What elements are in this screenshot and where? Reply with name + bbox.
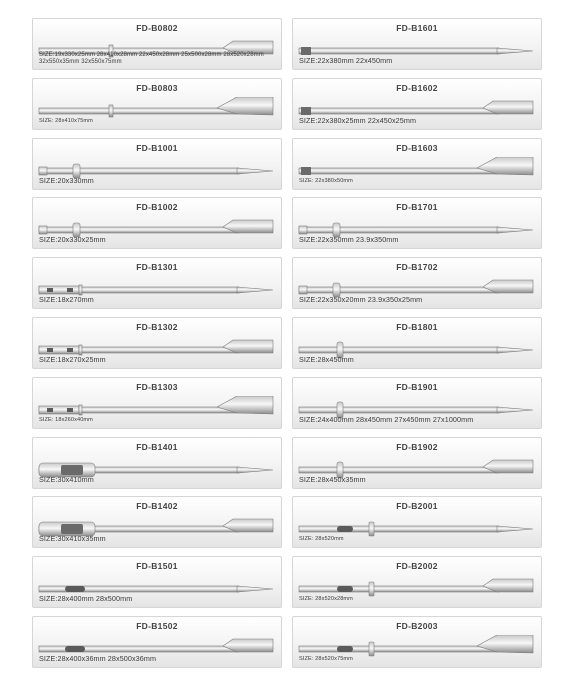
- shank-collar: [79, 345, 82, 355]
- chisel-body: [299, 467, 499, 473]
- chisel-tip: [237, 586, 273, 592]
- shank-collar: [369, 522, 374, 536]
- chisel-tip: [237, 168, 273, 174]
- product-size: SIZE: 18x260x40mm: [39, 416, 93, 423]
- chisel-body: [299, 48, 499, 54]
- product-size: SIZE:22x350mm 23.9x350mm: [299, 235, 399, 245]
- product-code: FD-B1801: [396, 321, 438, 332]
- product-size: SIZE:22x350x20mm 23.9x350x25mm: [299, 295, 423, 305]
- product-card: [32, 317, 282, 369]
- product-size: SIZE: 28x410x75mm: [39, 117, 93, 124]
- product-card: [32, 377, 282, 429]
- chisel-body: [299, 227, 499, 233]
- right-product-column: [292, 18, 542, 675]
- product-card: [292, 556, 542, 608]
- chisel-body: [299, 407, 499, 413]
- shank-groove: [301, 167, 311, 175]
- chisel-body: [299, 586, 499, 592]
- product-card: [32, 496, 282, 548]
- product-card: [292, 257, 542, 309]
- product-size: SIZE:18x270mm: [39, 295, 94, 305]
- product-code: FD-B1001: [136, 142, 178, 153]
- chisel-tip: [237, 467, 273, 473]
- product-code: FD-B1901: [396, 381, 438, 392]
- product-card: [292, 197, 542, 249]
- product-code: FD-B1602: [396, 82, 438, 93]
- product-size: SIZE:30x410x35mm: [39, 534, 106, 544]
- shank-groove: [301, 107, 311, 115]
- chisel-body: [39, 108, 239, 114]
- product-code: FD-B1902: [396, 441, 438, 452]
- product-card: [32, 18, 282, 70]
- product-size: SIZE:19x330x25mm 28x410x28mm 22x450x28mm 25x500x28mm 28x520x28mm 32x550x35mm 32x550x75mm: [39, 52, 264, 65]
- shank-collar: [369, 582, 374, 596]
- product-code: FD-B1302: [136, 321, 178, 332]
- product-size: SIZE:28x400mm 28x500mm: [39, 594, 133, 604]
- product-code: FD-B2001: [396, 501, 438, 512]
- product-card: [292, 18, 542, 70]
- product-size: SIZE:28x450x35mm: [299, 474, 366, 484]
- chisel-tip: [497, 526, 533, 532]
- shank-slot: [337, 646, 353, 652]
- chisel-tip: [497, 347, 533, 353]
- product-card: [292, 616, 542, 668]
- shank-collar: [109, 105, 113, 117]
- shank-slot: [65, 646, 85, 652]
- product-card: [32, 197, 282, 249]
- product-card: [292, 317, 542, 369]
- product-card: [32, 138, 282, 190]
- product-size: SIZE:20x330x25mm: [39, 235, 106, 245]
- shank-end: [299, 286, 307, 294]
- chisel-tip: [237, 287, 273, 293]
- chisel-body: [299, 526, 499, 532]
- shank-groove: [47, 408, 53, 412]
- product-card: [292, 138, 542, 190]
- shank-groove: [67, 288, 73, 292]
- shank-end: [39, 167, 47, 175]
- product-card: [32, 616, 282, 668]
- shank-end: [39, 226, 47, 234]
- product-card: [32, 78, 282, 130]
- product-code: FD-B1702: [396, 262, 438, 273]
- product-size: SIZE:20x330mm: [39, 175, 94, 185]
- product-code: FD-B1002: [136, 202, 178, 213]
- product-code: FD-B1301: [136, 262, 178, 273]
- product-size: SIZE: 28x520mm: [299, 536, 344, 543]
- product-code: FD-B1603: [396, 142, 438, 153]
- product-code: FD-B0803: [136, 82, 178, 93]
- chisel-body: [299, 646, 499, 652]
- shank-slot: [337, 586, 353, 592]
- product-size: SIZE: 22x380x50mm: [299, 177, 353, 184]
- chisel-tip: [497, 407, 533, 413]
- product-card: [292, 78, 542, 130]
- shank-groove: [301, 47, 311, 55]
- product-size: SIZE:18x270x25mm: [39, 354, 106, 364]
- shank-end: [299, 226, 307, 234]
- shank-groove: [67, 348, 73, 352]
- product-card: [292, 377, 542, 429]
- left-product-column: [32, 18, 282, 675]
- chisel-body: [39, 168, 239, 174]
- product-size: SIZE:24x400mm 28x450mm 27x450mm 27x1000mm: [299, 414, 474, 424]
- product-size: SIZE:28x400x36mm 28x500x36mm: [39, 653, 157, 663]
- product-card: [292, 437, 542, 489]
- product-code: FD-B1701: [396, 202, 438, 213]
- shank-collar: [369, 642, 374, 656]
- product-size: SIZE: 28x520x75mm: [299, 655, 353, 662]
- product-code: FD-B1502: [136, 620, 178, 631]
- product-code: FD-B0802: [136, 23, 178, 33]
- product-card: [292, 496, 542, 548]
- shank-groove: [47, 288, 53, 292]
- product-card: [32, 556, 282, 608]
- shank-slot: [61, 524, 83, 534]
- product-card: [32, 437, 282, 489]
- product-code: FD-B1501: [136, 561, 178, 572]
- shank-slot: [65, 586, 85, 592]
- shank-groove: [67, 408, 73, 412]
- chisel-tip: [497, 48, 533, 54]
- product-size: SIZE: 28x520x28mm: [299, 596, 353, 603]
- product-card: [32, 257, 282, 309]
- chisel-tip: [497, 227, 533, 233]
- product-code: FD-B1303: [136, 381, 178, 392]
- shank-groove: [47, 348, 53, 352]
- product-code: FD-B1601: [396, 23, 438, 33]
- chisel-body: [299, 108, 499, 114]
- product-code: FD-B1402: [136, 501, 178, 512]
- shank-collar: [79, 405, 82, 415]
- shank-slot: [61, 465, 83, 475]
- product-code: FD-B2002: [396, 561, 438, 572]
- shank-collar: [79, 285, 82, 295]
- chisel-body: [39, 227, 239, 233]
- product-size: SIZE:22x380mm 22x450mm: [299, 56, 393, 65]
- chisel-body: [299, 347, 499, 353]
- shank-slot: [337, 526, 353, 532]
- chisel-body: [299, 168, 499, 174]
- product-code: FD-B1401: [136, 441, 178, 452]
- product-size: SIZE:22x380x25mm 22x450x25mm: [299, 115, 417, 125]
- product-size: SIZE:30x410mm: [39, 474, 94, 484]
- product-size: SIZE:28x450mm: [299, 354, 354, 364]
- product-code: FD-B2003: [396, 620, 438, 631]
- chisel-body: [299, 287, 499, 293]
